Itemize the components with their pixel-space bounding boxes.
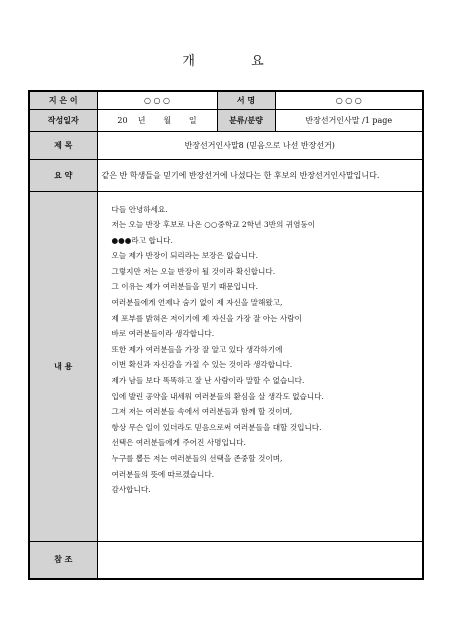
date-year: 20 [117,115,128,125]
summary-value: 같은 반 학생들을 믿기에 반장선거에 나섰다는 한 후보의 반장선거인사말입니다. [97,159,423,191]
category-value: 반장선거인사말 /1 page [275,109,423,131]
content-body [98,192,423,498]
content-line: 다들 안녕하세요. [111,204,168,214]
reference-value [97,541,423,579]
content-line: 제가 남들 보다 똑똑하고 잘 난 사람이라 말할 수 없습니다. [111,376,305,386]
content-line: 여러분들의 뜻에 따르겠습니다. [111,469,215,479]
content-line: 바로 여러분들이라 생각합니다. [111,329,215,339]
date-value [97,109,217,131]
overview-form-table [28,90,424,580]
author-value: ○ ○ ○ [97,91,217,109]
content-line: 선택은 여러분들에게 주어진 사명입니다. [111,438,246,448]
category-label: 분류/분량 [217,109,275,131]
content-line: 저는 오늘 반장 후보로 나온 ○○중학교 2학년 3반의 귀염둥이 [111,220,316,230]
content-line: 그렇지만 저는 오늘 반장이 될 것이라 확신합니다. [111,266,276,276]
subject-value: 반장선거인사말8 (믿음으로 나선 반장선거) [97,131,423,159]
date-month-unit: 월 [163,115,172,125]
content-line: 여러분들에게 언제나 숨기 없이 제 자신을 말해왔고, [111,298,283,308]
date-label: 작성일자 [29,109,97,131]
content-line: 항상 무슨 일이 있더라도 믿음으로써 여러분들을 대할 것입니다. [111,422,322,432]
content-line: 오늘 제가 반장이 되리라는 보장은 없습니다. [111,251,259,261]
content-cell [97,191,423,541]
date-year-unit: 년 [137,115,146,125]
subject-label: 제 목 [29,131,97,159]
signature-label: 서 명 [217,91,275,109]
content-line: ●●●라고 합니다. [111,235,173,245]
content-line: 그저 저는 여러분들 속에서 여러분들과 함께 할 것이며, [111,407,293,417]
content-line: 제 포부를 밝혀온 저이기에 제 자신을 가장 잘 아는 사람이 [111,313,302,323]
content-line: 누구를 뽑든 저는 여러분들의 선택을 존중할 것이며, [111,454,283,463]
author-label: 지 은 이 [29,91,97,109]
document-title: 개 요 [182,54,290,69]
summary-label: 요 약 [29,159,97,191]
content-line: 그 이유는 제가 여러분들을 믿기 때문입니다. [111,282,259,292]
content-line: 감사합니다. [111,485,151,495]
reference-label: 참 조 [29,541,97,579]
signature-value: ○ ○ ○ [275,91,423,109]
content-line: 입에 발린 공약을 내세워 여러분들의 환심을 살 생각도 없습니다. [111,391,324,401]
content-label: 내 용 [29,191,97,541]
date-day-unit: 일 [188,115,197,125]
content-line: 또한 제가 여러분들을 가장 잘 알고 있다 생각하기에 [111,344,283,354]
content-line: 이번 확신과 자신감을 가질 수 있는 것이라 생각합니다. [111,360,293,370]
